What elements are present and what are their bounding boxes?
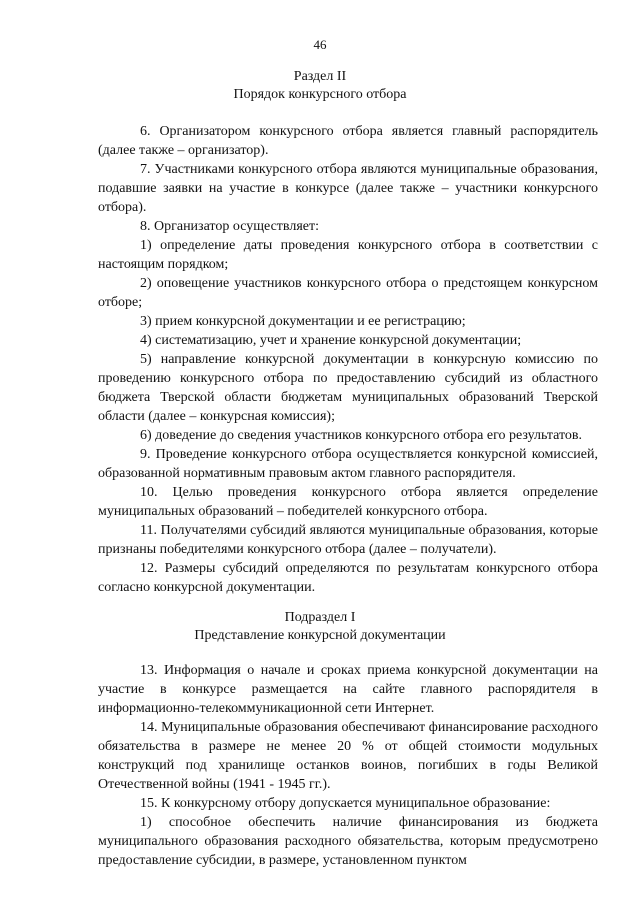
section-body (98, 122, 598, 597)
paragraph: 11. Получателями субсидий являются муниципальные образования, которые признаны победителями конкурсного отбора (далее – получатели). (98, 523, 598, 557)
subsection-label: Подраздел I (284, 610, 356, 625)
paragraph: 2) оповещение участников конкурсного отбора о предстоящем конкурсном отборе; (98, 276, 598, 310)
paragraph: 12. Размеры субсидий определяются по результатам конкурсного отбора согласно конкурсной документации. (98, 561, 598, 595)
subsection-title: Представление конкурсной документации (194, 628, 446, 643)
paragraph: 9. Проведение конкурсного отбора осуществляется конкурсной комиссией, образованной нормативным правовым актом главного распорядителя. (98, 447, 598, 481)
paragraph: 13. Информация о начале и сроках приема конкурсной документации на участие в конкурсе размещается на сайте главного распорядителя в информационно-телекоммуникационной сети Интернет. (98, 663, 598, 716)
paragraph: 1) определение даты проведения конкурсного отбора в соответствии с настоящим порядком; (98, 238, 598, 272)
section-label: Раздел II (293, 69, 347, 84)
paragraph: 14. Муниципальные образования обеспечивают финансирование расходного обязательства в размере не менее 20 % от общей стоимости модульных конструкций под хранилище останков воинов, погибших в годы Великой Отечественной войны (1941 - 1945 гг.). (98, 720, 598, 792)
page-number: 46 (313, 37, 327, 52)
paragraph: 1) способное обеспечить наличие финансирования из бюджета муниципального образования расходного обязательства, которым предусмотрено предоставление субсидии, в размере, установленном пунктом (98, 815, 598, 868)
paragraph: 4) систематизацию, учет и хранение конкурсной документации; (140, 333, 522, 348)
paragraph: 7. Участниками конкурсного отбора являются муниципальные образования, подавшие заявки на участие в конкурсе (далее также – участники конкурсного отбора). (98, 162, 598, 215)
section-title: Порядок конкурсного отбора (233, 87, 407, 102)
paragraph: 3) прием конкурсной документации и ее регистрацию; (140, 314, 466, 329)
paragraph: 10. Целью проведения конкурсного отбора является определение муниципальных образований – победителей конкурсного отбора. (98, 485, 598, 519)
paragraph: 6. Организатором конкурсного отбора является главный распорядитель (далее также – организатор). (98, 124, 598, 158)
paragraph: 5) направление конкурсной документации в конкурсную комиссию по проведению конкурсного отбора по предоставлению субсидий из областного бюджета Тверской области бюджетам муниципальных образований Тверской области (далее – конкурсная комиссия); (98, 352, 598, 424)
subsection-body (98, 661, 598, 870)
paragraph: 15. К конкурсному отбору допускается муниципальное образование: (140, 796, 551, 811)
paragraph: 8. Организатор осуществляет: (140, 219, 319, 234)
paragraph: 6) доведение до сведения участников конкурсного отбора его результатов. (140, 428, 582, 443)
